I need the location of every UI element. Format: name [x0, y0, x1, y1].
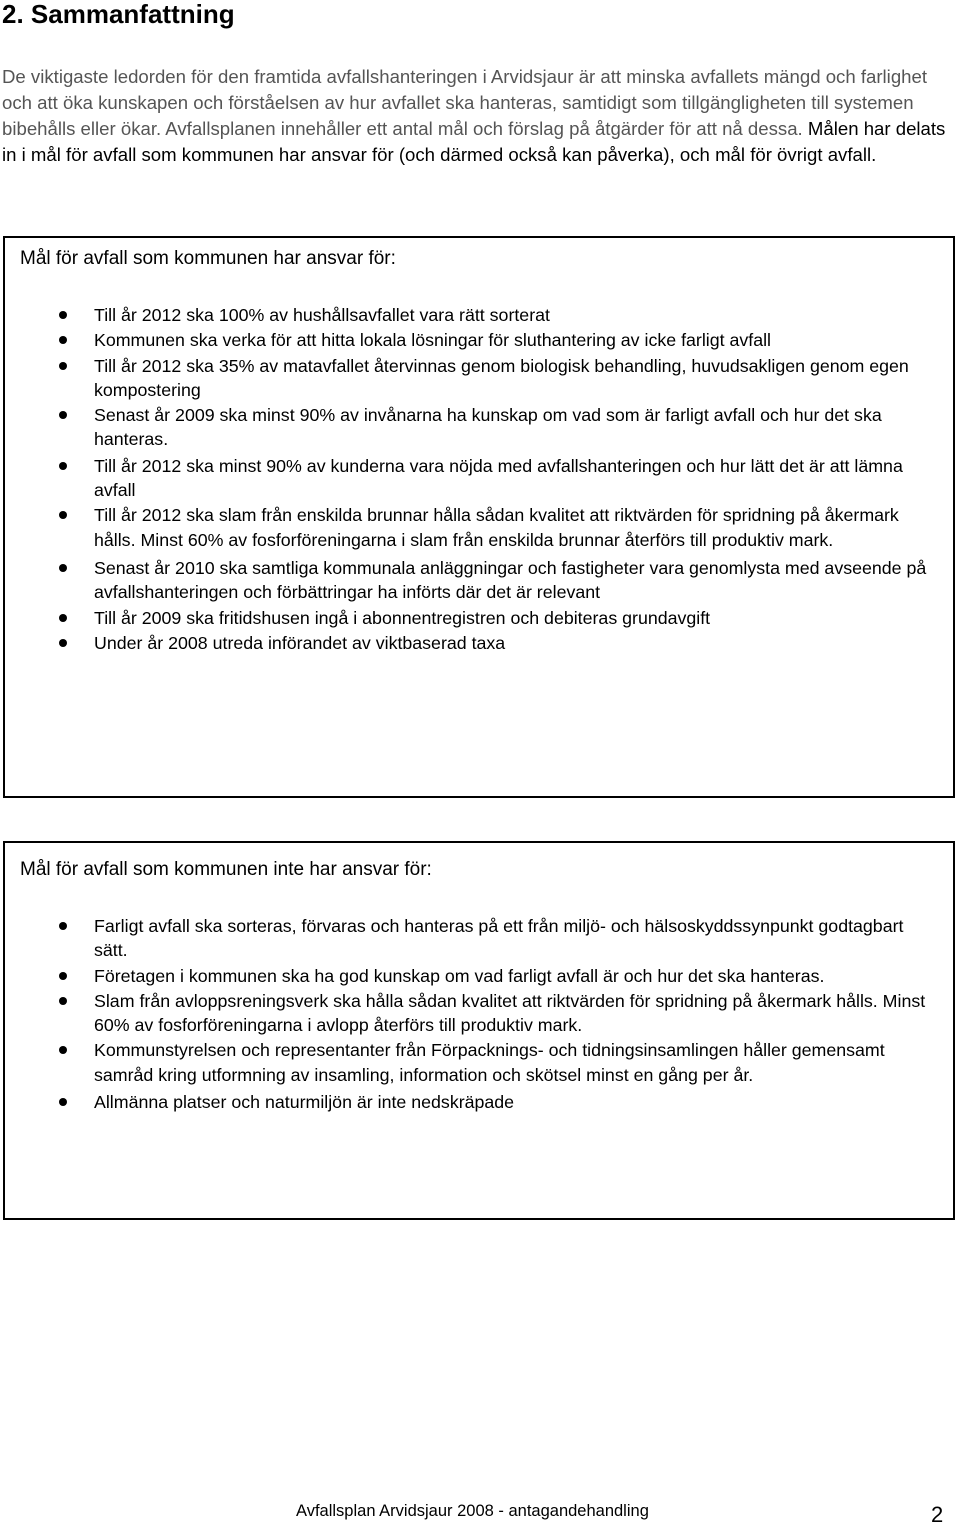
footer-text: Avfallsplan Arvidsjaur 2008 - antagandehandling	[296, 1502, 649, 1520]
bullet-icon	[59, 511, 67, 519]
municipal-goals-title: Mål för avfall som kommunen har ansvar för:	[20, 248, 396, 269]
goal-text: Senast år 2009 ska minst 90% av invånarna ha kunskap om vad som är farligt avfall och hur det ska hanteras.	[94, 405, 882, 450]
goal-item	[5, 503, 951, 552]
other-goals-list	[5, 914, 951, 1114]
summary-paragraph	[2, 64, 957, 168]
goal-item	[5, 354, 951, 403]
page-number: 2	[931, 1502, 944, 1527]
goal-text: Till år 2009 ska fritidshusen ingå i abonnentregistren och debiteras grundavgift	[94, 607, 711, 628]
goal-item	[5, 1038, 951, 1087]
bullet-icon	[59, 1046, 67, 1054]
goal-item	[5, 989, 951, 1038]
goal-text: Kommunen ska verka för att hitta lokala lösningar för sluthantering av icke farligt avfall	[94, 330, 772, 351]
summary-text-part-1: De viktigaste ledorden för den framtida avfallshanteringen i Arvidsjaur är att minska avfallets mängd och farlighet och att öka kunskapen och förståelsen av hur avfallet ska hanteras, samtidigt som tillgängligheten till systemen bibehålls eller ökar. Avfallsplanen innehåller ett antal mål och förslag på åtgärder för att nå dessa.	[2, 66, 928, 139]
bullet-icon	[59, 639, 67, 647]
goal-item	[5, 1090, 951, 1114]
bullet-icon	[59, 462, 67, 470]
goal-text: Kommunstyrelsen och representanter från Förpacknings- och tidningsinsamlingen håller gemensamt samråd kring utformning av insamling, information och skötsel minst en gång per år.	[94, 1040, 885, 1085]
goal-text: Till år 2012 ska minst 90% av kunderna vara nöjda med avfallshanteringen och hur lätt det är att lämna avfall	[94, 455, 903, 501]
goal-text: Företagen i kommunen ska ha god kunskap om vad farligt avfall är och hur det ska hanteras.	[94, 965, 825, 986]
goal-text: Slam från avloppsreningsverk ska hålla sådan kvalitet att riktvärden för spridning på åkermark hålls. Minst 60% av fosforföreningarna i avlopp återförs till produktiv mark.	[94, 990, 926, 1036]
bullet-icon	[59, 564, 67, 572]
goal-text: Till år 2012 ska slam från enskilda brunnar hålla sådan kvalitet att riktvärden för spridning på åkermark hålls. Minst 60% av fosforföreningarna i slam från enskilda brunnar återförs till produktiv mark.	[94, 505, 899, 550]
goal-text: Till år 2012 ska 100% av hushållsavfallet vara rätt sorterat	[94, 305, 550, 325]
section-heading: 2. Sammanfattning	[2, 0, 235, 29]
municipal-goals-list	[5, 303, 951, 655]
bullet-icon	[59, 411, 67, 419]
goal-item	[5, 303, 951, 327]
goal-item	[5, 328, 951, 352]
goal-item	[5, 454, 951, 503]
goal-text: Allmänna platser och naturmiljön är inte nedskräpade	[94, 1092, 515, 1113]
goal-text: Farligt avfall ska sorteras, förvaras och hanteras på ett från miljö- och hälsoskyddssynpunkt godtagbart sätt.	[94, 916, 904, 961]
goal-item	[5, 964, 951, 988]
goal-item	[5, 403, 951, 452]
bullet-icon	[59, 362, 67, 370]
bullet-icon	[59, 922, 67, 930]
summary-text-part-2: Målen har delats in i mål för avfall som kommunen har ansvar för (och därmed också kan påverka), och mål för övrigt avfall.	[2, 118, 946, 165]
goal-item	[5, 631, 951, 655]
bullet-icon	[59, 614, 67, 622]
other-goals-box	[3, 841, 955, 1220]
bullet-icon	[59, 972, 67, 980]
other-goals-title: Mål för avfall som kommunen inte har ansvar för:	[20, 859, 432, 880]
bullet-icon	[59, 336, 67, 344]
goal-item	[5, 606, 951, 630]
bullet-icon	[59, 311, 67, 319]
goal-text: Till år 2012 ska 35% av matavfallet återvinnas genom biologisk behandling, huvudsakligen genom egen kompostering	[94, 355, 909, 400]
municipal-goals-box	[3, 236, 955, 798]
bullet-icon	[59, 1098, 67, 1106]
goal-item	[5, 914, 951, 963]
goal-text: Senast år 2010 ska samtliga kommunala anläggningar och fastigheter vara genomlysta med avseende på avfallshanteringen och förbättringar ha införts där det är relevant	[94, 557, 927, 603]
goal-text: Under år 2008 utreda införandet av viktbaserad taxa	[94, 632, 506, 653]
goal-item	[5, 556, 951, 605]
bullet-icon	[59, 997, 67, 1005]
